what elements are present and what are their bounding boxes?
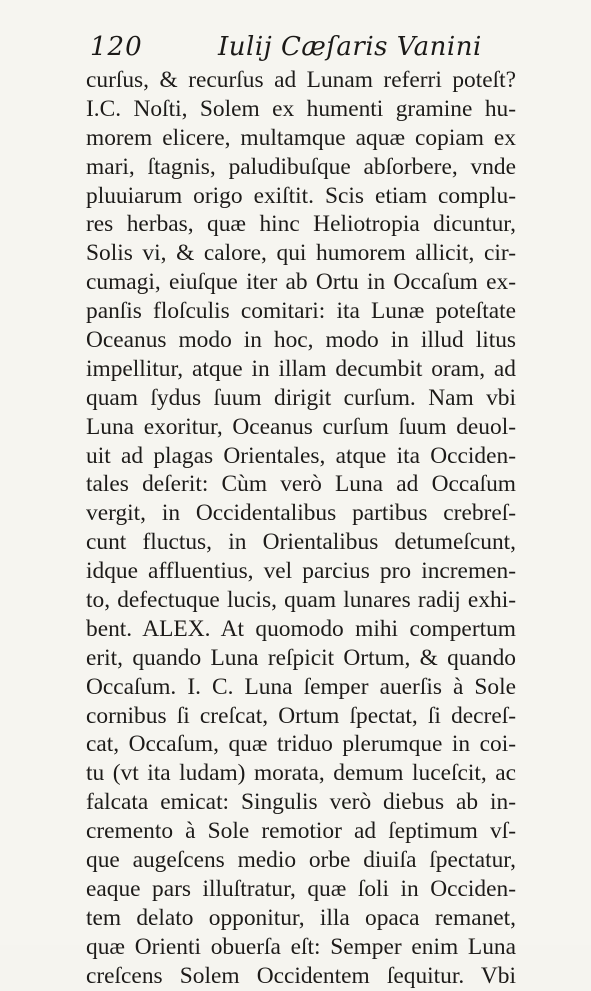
page-number: 120 xyxy=(90,32,143,62)
text-line: I.C. Noſti, Solem ex humenti gramine hu- xyxy=(86,95,516,122)
text-line: tales deſerit: Cùm verò Luna ad Occaſum xyxy=(86,471,516,498)
text-line: falcata emicat: Singulis verò diebus ab in- xyxy=(86,789,516,816)
text-line: Solis vi, & calore, qui humorem allicit, cir- xyxy=(86,240,516,267)
text-line: tem delato opponitur, illa opaca remanet, xyxy=(86,904,516,931)
text-line: cat, Occaſum, quæ triduo plerumque in coi- xyxy=(86,731,516,758)
text-line: panſis floſculis comitari: ita Lunæ poteſtate xyxy=(86,298,516,325)
text-line: to, defectuque lucis, quam lunares radij exhi- xyxy=(86,587,516,614)
text-line: curſus, & recurſus ad Lunam referri poteſt? xyxy=(86,67,516,93)
text-line: res herbas, quæ hinc Heliotropia dicuntur, xyxy=(86,211,516,238)
body-text xyxy=(86,66,516,991)
text-line: idque affluentius, vel parcius pro incremen- xyxy=(86,558,516,585)
text-line: Occaſum. I. C. Luna ſemper auerſis à Sole xyxy=(86,673,516,700)
text-line: cumagi, eiuſque iter ab Ortu in Occaſum ex- xyxy=(86,269,516,296)
page-header xyxy=(88,30,528,70)
text-line: cunt fluctus, in Orientalibus detumeſcunt, xyxy=(86,529,516,556)
text-line: morem elicere, multamque aquæ copiam ex xyxy=(86,124,516,151)
text-line: Luna exoritur, Oceanus curſum ſuum deuol- xyxy=(86,413,516,440)
text-line: eaque pars illuſtratur, quæ ſoli in Occiden- xyxy=(86,875,516,902)
text-line: vergit, in Occidentalibus partibus crebreſ- xyxy=(86,500,516,527)
text-line: Oceanus modo in hoc, modo in illud litus xyxy=(86,327,516,354)
text-line: quæ Orienti obuerſa eſt: Semper enim Luna xyxy=(86,933,516,960)
text-line: quam ſydus ſuum dirigit curſum. Nam vbi xyxy=(86,384,516,411)
running-head: Iulij Cæſaris Vanini xyxy=(218,32,482,62)
text-line: impellitur, atque in illam decumbit oram, ad xyxy=(86,355,516,382)
text-line: que augeſcens medio orbe diuiſa ſpectatur, xyxy=(86,847,516,874)
text-line: bent. ALEX. At quomodo mihi compertum xyxy=(86,615,516,642)
text-line: cornibus ſi creſcat, Ortum ſpectat, ſi decreſ- xyxy=(86,702,516,729)
text-line: tu (vt ita ludam) morata, demum luceſcit, ac xyxy=(86,760,516,787)
text-line: cremento à Sole remotior ad ſeptimum vſ- xyxy=(86,818,516,845)
text-line: creſcens Solem Occidentem ſequitur. Vbi xyxy=(86,962,516,989)
text-line: uit ad plagas Orientales, atque ita Occiden- xyxy=(86,442,516,469)
text-line: mari, ſtagnis, paludibuſque abſorbere, vnde xyxy=(86,153,516,180)
text-line: erit, quando Luna reſpicit Ortum, & quando xyxy=(86,644,516,671)
text-line: pluuiarum origo exiſtit. Scis etiam complu- xyxy=(86,182,516,209)
